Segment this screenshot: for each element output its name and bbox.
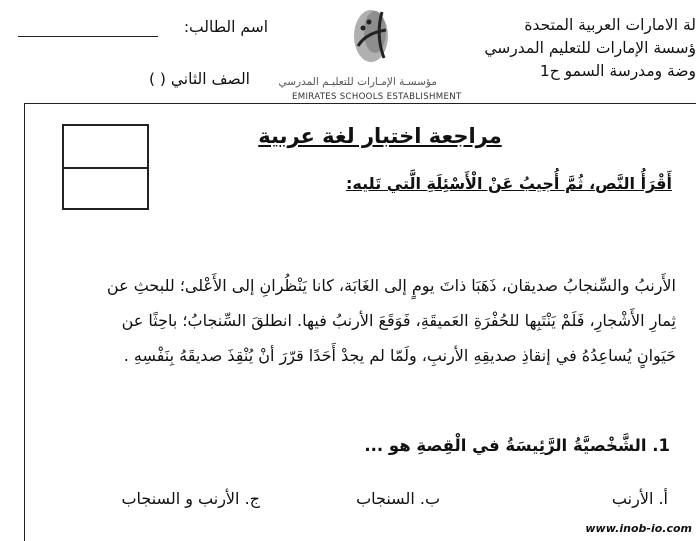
reading-passage <box>42 268 676 373</box>
frame-left-border <box>24 103 25 541</box>
option-b[interactable]: ب. السنجاب <box>356 489 440 508</box>
student-name-field <box>18 18 268 44</box>
score-box <box>62 124 149 210</box>
option-a[interactable]: أ. الأرنب <box>611 489 668 508</box>
instruction-text: أَقْرَأُ النَّص، ثُمَّ أُجيبُ عَنْ الْأَسْئِلَةِ الَّتي تَليه: <box>346 174 672 193</box>
question-1: 1. الشَّخْصيَّةُ الرَّئِيسَةُ في الْقِصةِ هو ... <box>364 436 670 455</box>
frame-top-border <box>24 103 696 104</box>
ese-logo <box>278 6 462 104</box>
header-line-establishment: ؤسسة الإمارات للتعليم المدرسي <box>484 39 696 57</box>
ese-logo-mark-icon <box>348 6 390 64</box>
passage-line: حَيَوانٍ يُساعِدُهُ في إنقاذِ صديقِهِ الأرنبِ، ولَمّا لم يجدْ أَحَدًا قرّرَ أنْ يُنْقِذَ صديقَهُ بِنَفْسِهِ . <box>123 346 676 365</box>
passage-line: الأَرنبُ والسِّنجابُ صديقان، ذَهَبَا ذاتَ يومٍ إلى الغَابَة، كانا يَنْظُرانِ إلى الأَعْلى؛ للبحثِ عن <box>106 276 676 295</box>
student-name-label: اسم الطالب: <box>183 18 268 36</box>
option-c[interactable]: ج. الأرنب و السنجاب <box>121 489 260 508</box>
school-header <box>446 14 696 83</box>
logo-name-arabic: مؤسسـة الإمـارات للتعليـم المدرسي <box>278 76 437 88</box>
logo-name-english: EMIRATES SCHOOLS ESTABLISHMENT <box>292 92 462 102</box>
worksheet-title: مراجعة اختبار لغة عربية <box>258 124 502 148</box>
score-box-divider <box>64 167 147 169</box>
header-line-school: وضة ومدرسة السمو ح1 <box>539 62 696 80</box>
student-name-blank-line <box>18 36 158 37</box>
grade-label: الصف الثاني ( ) <box>148 70 250 88</box>
passage-line: ثِمارِ الأَشْجارِ، فَلَمْ يَنْتَبِها للحُفْرَةِ العَميقَةِ، فَوَقَعَ الأرنبُ فيها. انطلقَ السِّنجابُ؛ باحِثًا عن <box>121 311 676 330</box>
watermark: www.inob-io.com <box>585 522 692 535</box>
header-line-country: لة الامارات العربية المتحدة <box>524 16 696 34</box>
